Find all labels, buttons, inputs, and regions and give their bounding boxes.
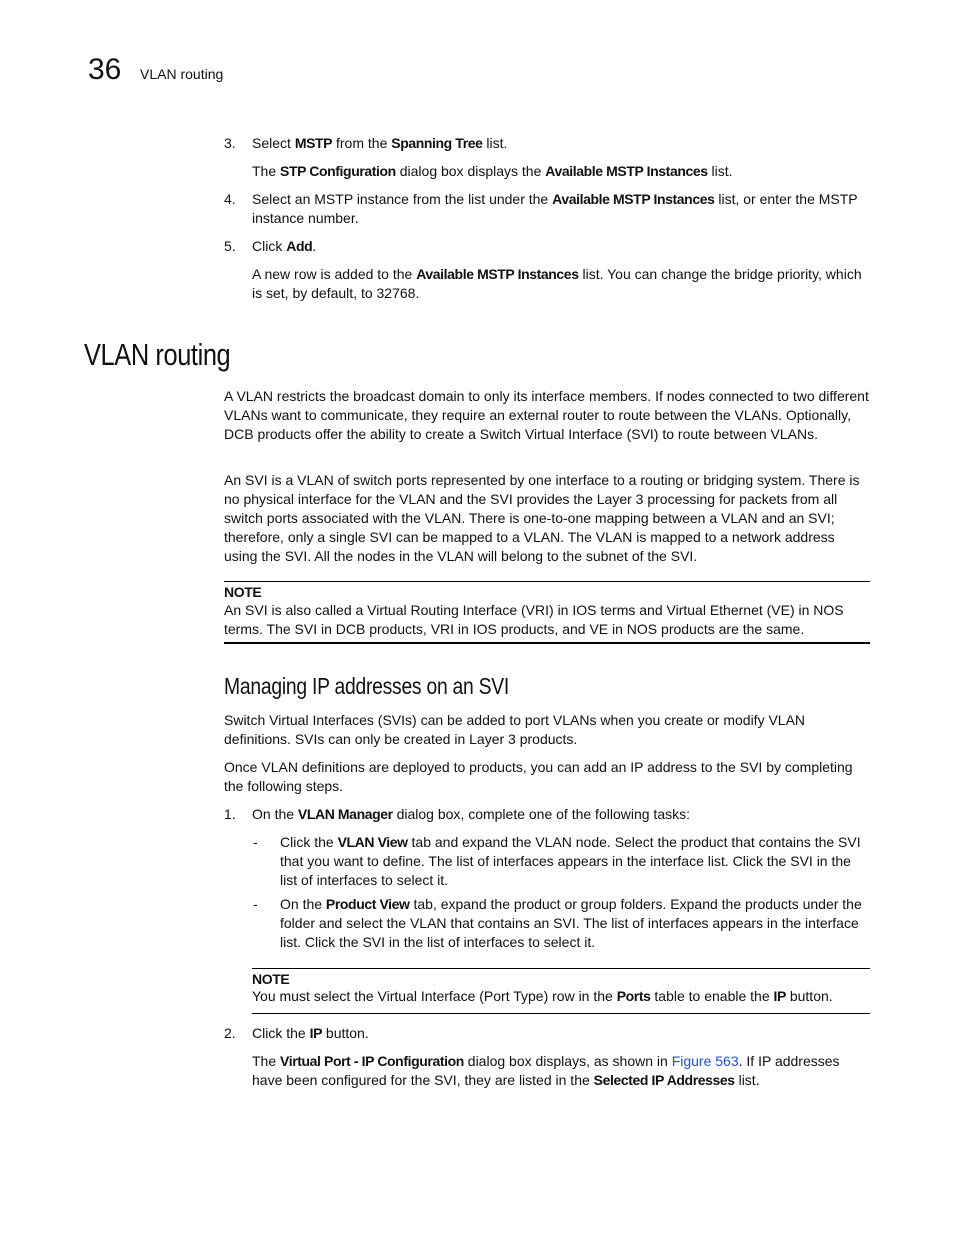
bullet-product-view: On the Product View tab, expand the product or group folders. Expand the products under the folder and select the VLAN that contains an SVI. The list of interfaces appears in the interface list. Click the SVI in the list of interfaces to select it.	[280, 896, 862, 950]
note-bottom-rule	[224, 642, 870, 644]
ui-term: Add	[286, 238, 313, 254]
figure-link[interactable]: Figure 563	[671, 1053, 739, 1069]
section-heading: VLAN routing	[84, 337, 231, 372]
step-3-number: 3.	[224, 135, 236, 151]
step-2-result: The Virtual Port - IP Configuration dialog box displays, as shown in Figure 563. If IP addresses have been configured for the SVI, they are listed in the Selected IP Addresses list.	[252, 1053, 840, 1088]
note-bottom-rule	[252, 1013, 870, 1014]
ui-term: Available MSTP Instances	[552, 191, 715, 207]
note-label: NOTE	[224, 584, 262, 600]
ui-term: Ports	[616, 988, 651, 1004]
step-5-result: A new row is added to the Available MSTP Instances list. You can change the bridge priority, which is set, by default, to 32768.	[252, 266, 862, 301]
step-4-text: Select an MSTP instance from the list under the Available MSTP Instances list, or enter the MSTP instance number.	[252, 191, 858, 226]
ui-term: STP Configuration	[280, 163, 396, 179]
ui-term: Available MSTP Instances	[416, 266, 579, 282]
step-2-text: Click the IP button.	[252, 1025, 369, 1041]
subsection-heading: Managing IP addresses on an SVI	[224, 673, 510, 699]
note-top-rule	[224, 581, 870, 582]
step-2-number: 2.	[224, 1025, 236, 1041]
bullet-marker: -	[253, 896, 258, 912]
chapter-number: 36	[88, 53, 122, 86]
ui-term: VLAN View	[337, 834, 408, 850]
section-paragraph-2: An SVI is a VLAN of switch ports represented by one interface to a routing or bridging system. There is no physical interface for the VLAN and the SVI provides the Layer 3 processing for packets from all switch ports associated with the VLAN. There is one-to-one mapping between a VLAN and an SVI; therefore, only a single SVI can be mapped to a VLAN. The VLAN is mapped to a network address using the SVI. All the nodes in the VLAN will belong to the subnet of the SVI.	[224, 472, 860, 564]
ui-term: VLAN Manager	[297, 806, 393, 822]
section-paragraph-1: A VLAN restricts the broadcast domain to only its interface members. If nodes connected to two different VLANs want to communicate, they require an external router to route between the VLANs. Optionally, DCB products offer the ability to create a Switch Virtual Interface (SVI) to route between VLANs.	[224, 388, 869, 442]
step-3-result: The STP Configuration dialog box displays the Available MSTP Instances list.	[252, 163, 733, 179]
ui-term: MSTP	[294, 135, 333, 151]
chapter-title: VLAN routing	[140, 66, 224, 82]
bullet-vlan-view: Click the VLAN View tab and expand the VLAN node. Select the product that contains the SVI that you want to define. The list of interfaces appears in the interface list. Click the SVI in the list of interfaces to select it.	[280, 834, 861, 888]
step-1-text: On the VLAN Manager dialog box, complete one of the following tasks:	[252, 806, 690, 822]
ui-term: Selected IP Addresses	[593, 1072, 735, 1088]
subsection-paragraph-1: Switch Virtual Interfaces (SVIs) can be added to port VLANs when you create or modify VLAN definitions. SVIs can only be created in Layer 3 products.	[224, 712, 806, 747]
note-label: NOTE	[252, 971, 290, 987]
step-5-text: Click Add.	[252, 238, 317, 254]
note-text: You must select the Virtual Interface (Port Type) row in the Ports table to enable the IP button.	[252, 988, 833, 1004]
ui-term: Product View	[325, 896, 410, 912]
bullet-marker: -	[253, 834, 258, 850]
ui-term: Available MSTP Instances	[545, 163, 708, 179]
step-3-text: Select MSTP from the Spanning Tree list.	[252, 135, 508, 151]
step-5-number: 5.	[224, 238, 236, 254]
ui-term: Virtual Port - IP Configuration	[280, 1053, 464, 1069]
ui-term: IP	[773, 988, 786, 1004]
subsection-paragraph-2: Once VLAN definitions are deployed to products, you can add an IP address to the SVI by completing the following steps.	[224, 759, 853, 794]
note-text: An SVI is also called a Virtual Routing Interface (VRI) in IOS terms and Virtual Ethernet (VE) in NOS terms. The SVI in DCB products, VRI in IOS products, and VE in NOS products are the same.	[224, 602, 844, 637]
ui-term: IP	[309, 1025, 323, 1041]
step-4-number: 4.	[224, 191, 236, 207]
ui-term: Spanning Tree	[391, 135, 483, 151]
step-1-number: 1.	[224, 806, 236, 822]
note-top-rule	[252, 968, 870, 969]
